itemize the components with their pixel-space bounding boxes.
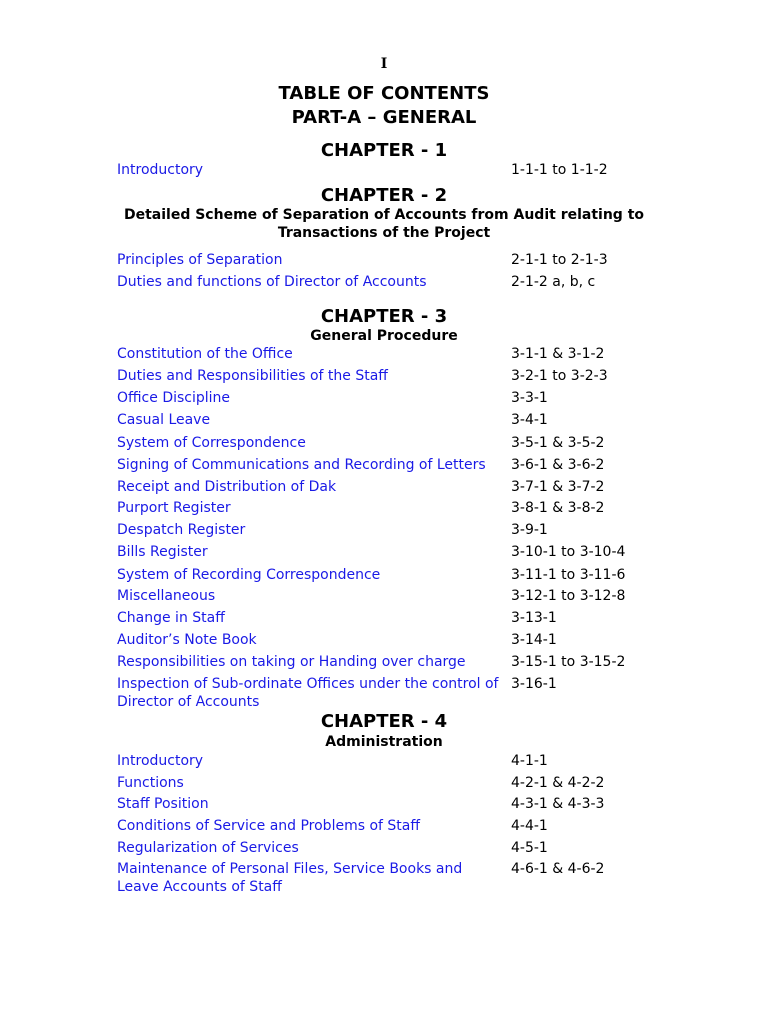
toc-entry[interactable]	[117, 587, 657, 607]
toc-entry-ref: 3-9-1	[511, 522, 548, 538]
toc-entry[interactable]	[117, 609, 657, 629]
toc-entry-ref: 3-7-1 & 3-7-2	[511, 479, 605, 495]
toc-entry-ref: 2-1-1 to 2-1-3	[511, 252, 608, 268]
toc-entry[interactable]	[117, 161, 657, 181]
toc-entry-ref: 3-11-1 to 3-11-6	[511, 567, 626, 583]
toc-entry-link[interactable]: Auditor’s Note Book	[117, 632, 257, 648]
toc-entry[interactable]	[117, 566, 657, 586]
toc-entry-ref: 3-16-1	[511, 676, 557, 692]
toc-entry-ref: 2-1-2 a, b, c	[511, 274, 596, 290]
toc-entry[interactable]	[117, 273, 657, 293]
toc-entry[interactable]	[117, 499, 657, 519]
toc-entry-link[interactable]: Casual Leave	[117, 412, 211, 428]
toc-entry[interactable]	[117, 653, 657, 673]
toc-entry-link[interactable]: Office Discipline	[117, 390, 231, 406]
toc-entry-ref: 3-5-1 & 3-5-2	[511, 435, 605, 451]
toc-entry-link[interactable]: Maintenance of Personal Files, Service Books and Leave Accounts of Staff	[117, 861, 463, 895]
toc-entry-ref: 4-6-1 & 4-6-2	[511, 861, 605, 877]
toc-entry-link[interactable]: Conditions of Service and Problems of Staff	[117, 818, 421, 834]
toc-entry-ref: 4-1-1	[511, 753, 548, 769]
toc-entry-link[interactable]: Receipt and Distribution of Dak	[117, 479, 337, 495]
toc-entry[interactable]	[117, 774, 657, 794]
toc-entry-ref: 3-4-1	[511, 412, 548, 428]
toc-entry-link[interactable]: Change in Staff	[117, 610, 225, 626]
toc-entry-ref: 3-1-1 & 3-1-2	[511, 346, 605, 362]
toc-entry-link[interactable]: Responsibilities on taking or Handing over charge	[117, 654, 466, 670]
toc-entry-ref: 4-4-1	[511, 818, 548, 834]
toc-entry[interactable]	[117, 478, 657, 498]
toc-entry[interactable]	[117, 675, 657, 713]
toc-entry-link[interactable]: Purport Register	[117, 500, 231, 516]
toc-entry-link[interactable]: Duties and Responsibilities of the Staff	[117, 368, 388, 384]
toc-entry[interactable]	[117, 367, 657, 387]
toc-entry[interactable]	[117, 456, 657, 476]
toc-entry-link[interactable]: Functions	[117, 775, 184, 791]
toc-entry-ref: 3-8-1 & 3-8-2	[511, 500, 605, 516]
chapter-subtitle: General Procedure	[310, 328, 458, 344]
chapter-heading: CHAPTER - 4	[320, 711, 448, 732]
toc-entry-ref: 1-1-1 to 1-1-2	[511, 162, 608, 178]
toc-entry-ref: 3-3-1	[511, 390, 548, 406]
toc-entry-ref: 3-14-1	[511, 632, 557, 648]
toc-entry[interactable]	[117, 839, 657, 859]
toc-entry-link[interactable]: Constitution of the Office	[117, 346, 293, 362]
page-marker: I	[380, 56, 388, 72]
toc-entry-ref: 3-15-1 to 3-15-2	[511, 654, 626, 670]
toc-entry-link[interactable]: System of Correspondence	[117, 435, 306, 451]
toc-entry[interactable]	[117, 631, 657, 651]
toc-entry[interactable]	[117, 411, 657, 431]
toc-entry[interactable]	[117, 795, 657, 815]
toc-entry[interactable]	[117, 389, 657, 409]
toc-entry-ref: 3-12-1 to 3-12-8	[511, 588, 626, 604]
toc-entry-link[interactable]: Inspection of Sub-ordinate Offices under the control of Director of Accounts	[117, 676, 499, 710]
toc-entry-ref: 3-6-1 & 3-6-2	[511, 457, 605, 473]
chapter-heading: CHAPTER - 1	[320, 140, 448, 161]
chapter-heading: CHAPTER - 3	[320, 306, 448, 327]
toc-entry-ref: 4-5-1	[511, 840, 548, 856]
toc-entry-link[interactable]: Despatch Register	[117, 522, 246, 538]
toc-entry[interactable]	[117, 860, 657, 898]
part-title: PART-A – GENERAL	[291, 107, 477, 128]
toc-entry-ref: 3-2-1 to 3-2-3	[511, 368, 608, 384]
toc-entry-link[interactable]: Signing of Communications and Recording of Letters	[117, 457, 486, 473]
toc-entry-link[interactable]: Bills Register	[117, 544, 208, 560]
page-title: TABLE OF CONTENTS	[278, 83, 490, 104]
toc-entry[interactable]	[117, 434, 657, 454]
toc-entry-ref: 4-3-1 & 4-3-3	[511, 796, 605, 812]
toc-entry-ref: 3-10-1 to 3-10-4	[511, 544, 626, 560]
toc-entry-link[interactable]: Introductory	[117, 162, 204, 178]
chapter-subtitle: Administration	[325, 734, 443, 750]
chapter-heading: CHAPTER - 2	[320, 185, 448, 206]
toc-entry[interactable]	[117, 521, 657, 541]
toc-entry-ref: 4-2-1 & 4-2-2	[511, 775, 605, 791]
toc-entry[interactable]	[117, 543, 657, 563]
chapter-subtitle: Detailed Scheme of Separation of Accounts from Audit relating to Transactions of the Project	[123, 207, 645, 241]
toc-entry-link[interactable]: Miscellaneous	[117, 588, 216, 604]
toc-entry-ref: 3-13-1	[511, 610, 557, 626]
toc-entry-link[interactable]: Staff Position	[117, 796, 209, 812]
toc-entry-link[interactable]: Duties and functions of Director of Accounts	[117, 274, 427, 290]
toc-entry-link[interactable]: Regularization of Services	[117, 840, 299, 856]
toc-entry[interactable]	[117, 817, 657, 837]
toc-entry-link[interactable]: Introductory	[117, 753, 204, 769]
toc-entry-link[interactable]: Principles of Separation	[117, 252, 283, 268]
toc-entry[interactable]	[117, 752, 657, 772]
toc-entry-link[interactable]: System of Recording Correspondence	[117, 567, 381, 583]
toc-entry[interactable]	[117, 345, 657, 365]
toc-entry[interactable]	[117, 251, 657, 271]
